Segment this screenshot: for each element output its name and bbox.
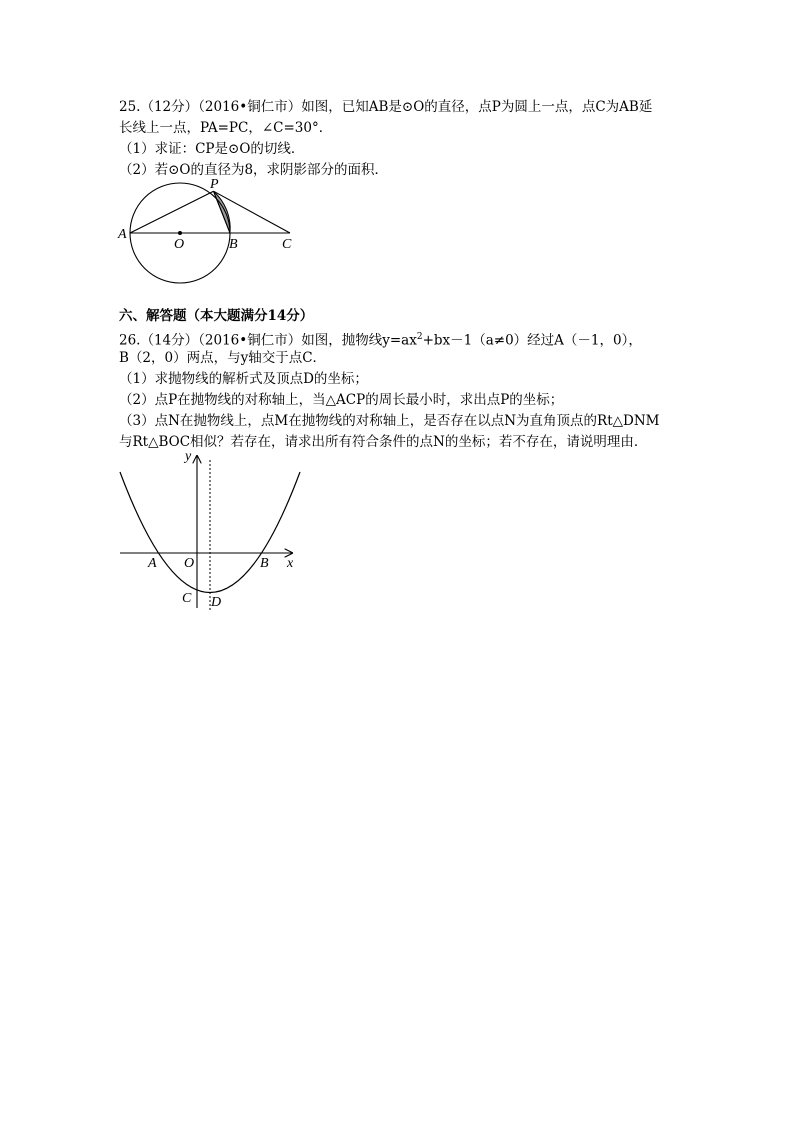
segment-pa <box>130 191 214 233</box>
p26-line1-start: 26.（14分）（2016•铜仁市）如图，抛物线y=ax <box>119 332 417 349</box>
p26-question1: （1）求抛物线的解析式及顶点D的坐标； <box>119 371 368 387</box>
label-y: y <box>185 449 192 464</box>
p26-line2: B（2，0）两点，与y轴交于点C． <box>119 350 327 366</box>
label-b: B <box>260 556 269 571</box>
label-c: C <box>282 237 292 252</box>
p26-question3-line1: （3）点N在抛物线上，点M在抛物线的对称轴上，是否存在以点N为直角顶点的Rt△DNM <box>119 413 660 429</box>
p25-line1: 25.（12分）（2016•铜仁市）如图，已知AB是⊙O的直径，点P为圆上一点，点C为AB延 <box>119 99 653 115</box>
p26-line1 <box>119 327 642 351</box>
label-p: P <box>210 177 219 192</box>
label-b: B <box>229 237 238 252</box>
p25-figure <box>112 176 302 288</box>
label-x: x <box>287 556 294 571</box>
p25-line2: 长线上一点，PA=PC，∠C=30°． <box>119 120 333 136</box>
label-o: O <box>174 237 185 252</box>
p26-figure <box>112 446 302 616</box>
label-o: O <box>184 556 195 571</box>
label-a: A <box>148 556 157 571</box>
label-a: A <box>118 227 127 242</box>
p26-question3-line2: 与Rt△BOC相似？若存在，请求出所有符合条件的点N的坐标；若不存在，请说明理由． <box>119 434 648 450</box>
p25-question1: （1）求证：CP是⊙O的切线． <box>119 141 305 157</box>
section6-heading: 六、解答题（本大题满分14分） <box>119 308 314 324</box>
p25-question2: （2）若⊙O的直径为8，求阴影部分的面积． <box>119 162 389 178</box>
center-dot <box>178 231 182 235</box>
label-d: D <box>211 595 222 610</box>
label-c: C <box>182 591 192 606</box>
p26-line1-end: +bx－1（a≠0）经过A（－1，0）， <box>422 332 642 349</box>
p26-exponent: 2 <box>416 332 423 342</box>
p26-question2: （2）点P在抛物线的对称轴上，当△ACP的周长最小时，求出点P的坐标； <box>119 392 564 408</box>
